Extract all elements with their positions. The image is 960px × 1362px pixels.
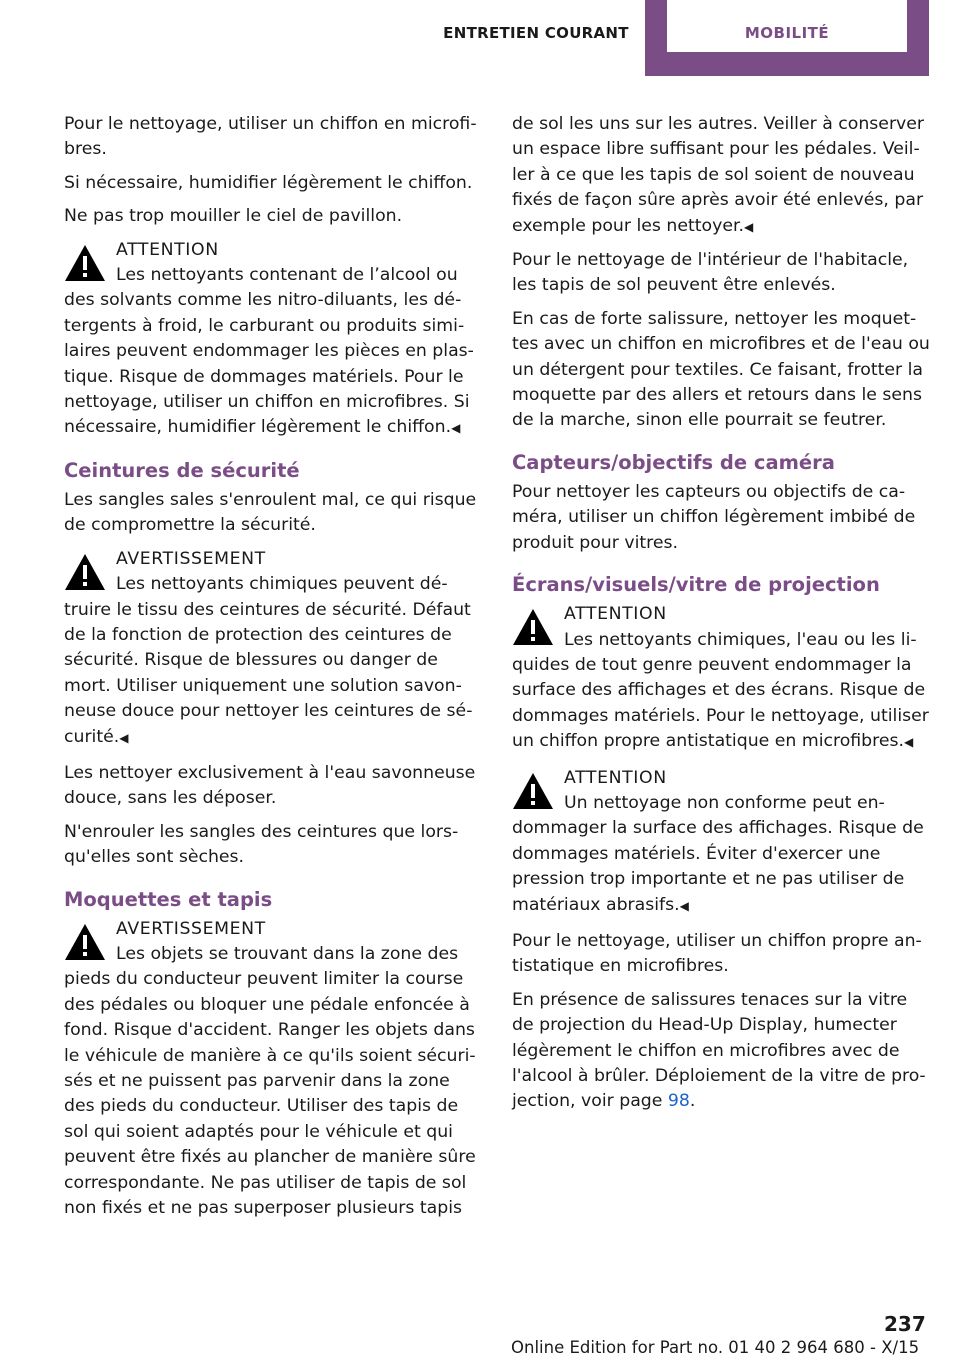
paragraph: En présence de salissures tenaces sur la vitre de projection du Head-Up Display, humecter légèrement le chiffon en microfibres avec de l'alcool à brûler. Déploiement de la vitre de projection, voir page [512,989,926,1112]
warning-block [64,238,484,442]
chapter-title: MOBILITÉ [744,24,830,42]
chapter-tab[interactable] [645,0,929,76]
section-heading-belts: Ceintures de sécurité [64,458,300,482]
warning-text-continued: de sol les uns sur les autres. Veiller à conserver un espace libre suffisant pour les pédales. Veiller à ce que les tapis de sol soient de nouveau fixés de façon sûre après avoir été enlevés, par exemple pour les nettoyer. [512,114,925,236]
paragraph: En cas de forte salissure, nettoyer les moquettes avec un chiffon en microfibres et de l'eau ou un détergent pour textiles. Ce faisant, frotter la moquette par des allers et retours dans le sens de la marche, sinon elle pourrait se feutrer. [512,308,930,431]
paragraph: Pour le nettoyage, utiliser un chiffon propre antistatique en microfibres. [512,930,922,977]
warning-block [64,547,484,751]
warning-triangle-icon [64,923,106,961]
warning-title: ATTENTION [564,604,667,625]
warning-text: Les objets se trouvant dans la zone des pieds du conducteur peuvent limiter la course des pédales ou bloquer une pédale enfoncée à fond. Risque d'accident. Ranger les objets dans le véhicule de manière à ce qu'ils soient sécurisés et ne puissent pas parvenir dans la zone des pieds du conducteur. Utiliser des tapis de sol qui soient adaptés pour le véhicule et qui peuvent être fixés au plancher de manière sûre correspondante. Ne pas utiliser de tapis de sol non fixés et ne pas superposer plusieurs tapis [64,943,476,1219]
warning-title: AVERTISSEMENT [116,548,266,569]
warning-text: Les nettoyants chimiques peuvent détruire le tissu des ceintures de sécurité. Défaut de la fonction de protection des ceintures de sécurité. Risque de blessures ou danger de mort. Utiliser uniquement une solution savonneuse douce pour nettoyer les ceintures de sécurité. [64,574,473,747]
left-column [64,112,484,1231]
paragraph: Si nécessaire, humidifier légèrement le chiffon. [64,172,473,193]
warning-title: ATTENTION [564,767,667,788]
end-mark-icon: ◀ [451,421,461,436]
end-mark-icon: ◀ [904,735,914,750]
warning-text: Un nettoyage non conforme peut endommager la surface des affichages. Risque de dommages matériels. Éviter d'exercer une pression trop importante et ne pas utiliser de matériaux abrasifs. [512,792,924,915]
section-heading-screens: Écrans/visuels/vitre de projection [512,573,880,597]
page-number: 237 [884,1312,926,1336]
warning-title: AVERTISSEMENT [116,918,266,939]
warning-title: ATTENTION [116,239,219,260]
warning-block [64,917,484,1222]
warning-text: Les nettoyants contenant de l’alcool ou des solvants comme les nitro-diluants, les détergents à froid, le carburant ou produits similaires peuvent endommager les pièces en plastique. Risque de dommages matériels. Pour le nettoyage, utiliser un chiffon en microfibres. Si nécessaire, humidifier légèrement le chiffon. [64,265,474,438]
section-heading-sensors: Capteurs/objectifs de caméra [512,450,835,474]
paragraph: Les sangles sales s'enroulent mal, ce qui risque de compromettre la sécurité. [64,489,477,536]
warning-block [512,602,930,755]
warning-triangle-icon [64,553,106,591]
paragraph: Pour le nettoyage de l'intérieur de l'habitacle, les tapis de sol peuvent être enlevés. [512,250,909,296]
section-header: ENTRETIEN COURANT [443,24,629,42]
paragraph: Pour le nettoyage, utiliser un chiffon en microfibres. [64,114,477,160]
warning-triangle-icon [64,244,106,282]
warning-text: Les nettoyants chimiques, l'eau ou les liquides de tout genre peuvent endommager la surface des affichages et des écrans. Risque de dommages matériels. Pour le nettoyage, utiliser un chiffon propre antistatique en microfibres. [512,629,929,752]
warning-triangle-icon [512,608,554,646]
end-mark-icon: ◀ [679,898,689,913]
edition-footer: Online Edition for Part no. 01 40 2 964 680 - X/15 [511,1338,920,1357]
right-column [512,112,930,1123]
end-mark-icon: ◀ [744,219,754,234]
paragraph: Ne pas trop mouiller le ciel de pavillon. [64,206,403,227]
paragraph: Pour nettoyer les capteurs ou objectifs de caméra, utiliser un chiffon légèrement imbibé de produit pour vitres. [512,481,916,553]
page-reference-link[interactable]: 98 [667,1091,690,1112]
warning-block [512,766,930,919]
period: . [689,1091,696,1112]
end-mark-icon: ◀ [119,730,129,745]
chapter-tab-inner [667,0,907,52]
paragraph: N'enrouler les sangles des ceintures que lorsqu'elles sont sèches. [64,821,459,868]
paragraph: Les nettoyer exclusivement à l'eau savonneuse douce, sans les déposer. [64,762,476,809]
section-heading-mats: Moquettes et tapis [64,887,273,911]
warning-triangle-icon [512,772,554,810]
